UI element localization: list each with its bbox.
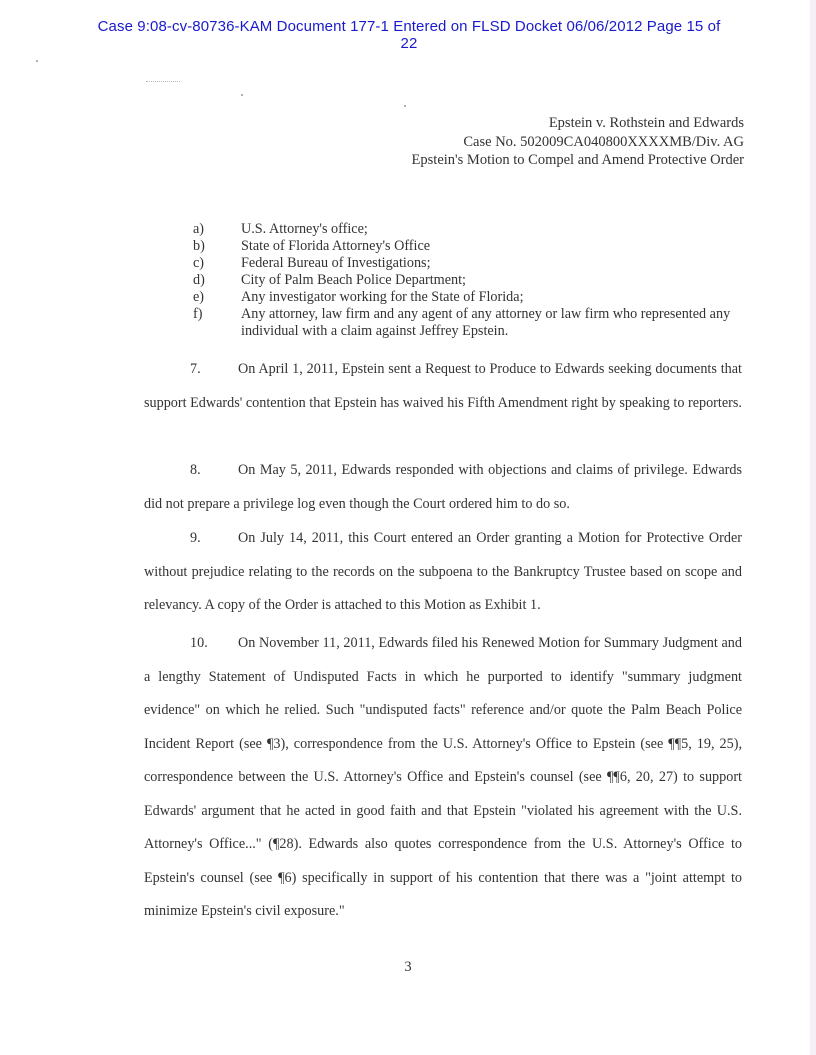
list-item xyxy=(193,306,749,340)
case-caption xyxy=(412,114,744,170)
list-text: Federal Bureau of Investigations; xyxy=(241,255,431,271)
docket-header-stamp xyxy=(64,18,754,52)
entity-list xyxy=(193,221,749,340)
paragraph-number: 10. xyxy=(190,635,208,651)
scan-artifact xyxy=(146,81,180,83)
list-item xyxy=(193,289,749,306)
paragraph-number: 9. xyxy=(190,530,201,546)
list-text: U.S. Attorney's office; xyxy=(241,221,368,237)
paragraph-text: On November 11, 2011, Edwards filed his Renewed Motion for Summary Judgment and a lengthy Statement of Undisputed Facts in which he purported to identify "summary judgment evidence" on which he relied. Such "undisputed facts" reference and/or quote the Palm Beach Police Incident Report (see ¶3), correspondence from the U.S. Attorney's Office to Epstein (see ¶¶5, 19, 25), correspondence between the U.S. Attorney's Office and Epstein's counsel (see ¶¶6, 20, 27) to support Edwards' argument that he acted in good faith and that Epstein "violated his agreement with the U.S. Attorney's Office..." (¶28). Edwards also quotes correspondence from the U.S. Attorney's Office to Epstein's counsel (see ¶6) specifically in support of his contention that there was a "joint attempt to minimize Epstein's civil exposure." xyxy=(144,635,742,919)
paragraph-text: On April 1, 2011, Epstein sent a Request to Produce to Edwards seeking documents that support Edwards' contention that Epstein has waived his Fifth Amendment right by speaking to reporters. xyxy=(144,361,742,411)
list-marker: c) xyxy=(193,255,205,271)
caption-case-number: Case No. 502009CA040800XXXXMB/Div. AG xyxy=(463,133,744,150)
list-text: State of Florida Attorney's Office xyxy=(241,238,431,254)
list-item xyxy=(193,255,749,272)
caption-motion-title: Epstein's Motion to Compel and Amend Protective Order xyxy=(411,152,744,168)
list-marker: d) xyxy=(193,272,205,288)
page-number: 3 xyxy=(404,959,412,975)
list-text: City of Palm Beach Police Department; xyxy=(241,272,466,288)
paragraph-8 xyxy=(144,454,742,521)
list-marker: b) xyxy=(193,238,205,254)
list-item xyxy=(193,221,749,238)
caption-parties: Epstein v. Rothstein and Edwards xyxy=(548,115,744,131)
paragraph-text: On July 14, 2011, this Court entered an Order granting a Motion for Protective Order without prejudice relating to the records on the subpoena to the Bankruptcy Trustee based on scope and relevancy. A copy of the Order is attached to this Motion as Exhibit 1. xyxy=(144,530,742,613)
docket-header-line-1: Case 9:08-cv-80736-KAM Document 177-1 Entered on FLSD Docket 06/06/2012 Page 15 of xyxy=(97,18,721,35)
list-text: Any investigator working for the State of Florida; xyxy=(241,289,524,305)
list-item xyxy=(193,272,749,289)
list-text: Any attorney, law firm and any agent of any attorney or law firm who represented any individual with a claim against Jeffrey Epstein. xyxy=(241,306,731,339)
paragraph-text: On May 5, 2011, Edwards responded with objections and claims of privilege. Edwards did not prepare a privilege log even though the Court ordered him to do so. xyxy=(144,462,742,512)
list-marker: a) xyxy=(193,221,205,237)
paragraph-9 xyxy=(144,522,742,623)
docket-header-line-2: 22 xyxy=(400,35,418,52)
page-edge xyxy=(810,0,816,1055)
list-item xyxy=(193,238,749,255)
list-marker: e) xyxy=(193,289,205,305)
scan-artifact xyxy=(241,94,243,96)
scan-artifact xyxy=(36,60,38,62)
list-marker: f) xyxy=(193,306,203,322)
scan-artifact xyxy=(404,105,406,107)
paragraph-number: 7. xyxy=(190,361,201,377)
paragraph-7 xyxy=(144,353,742,420)
paragraph-10 xyxy=(144,627,742,929)
paragraph-number: 8. xyxy=(190,462,201,478)
